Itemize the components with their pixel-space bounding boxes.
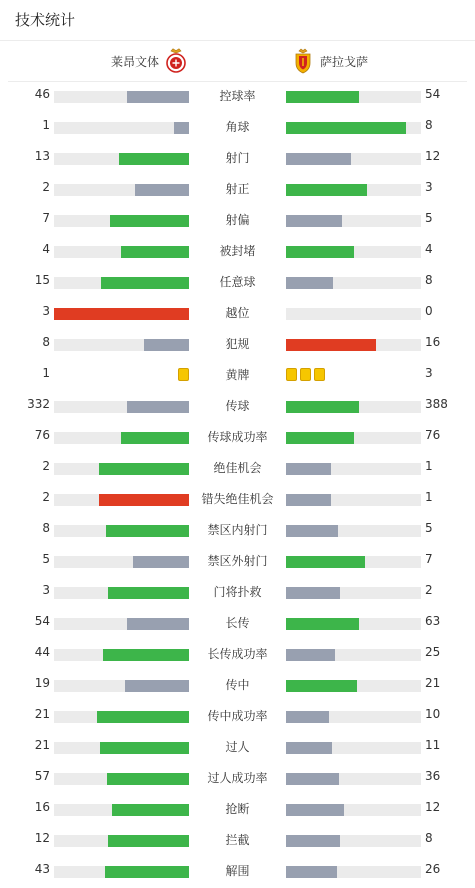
away-value: 1 bbox=[425, 490, 433, 504]
home-value: 12 bbox=[34, 831, 50, 845]
stat-label: 绝佳机会 bbox=[213, 461, 262, 475]
home-bar-fill bbox=[108, 587, 189, 599]
home-bar-fill bbox=[135, 184, 189, 196]
stat-label: 禁区外射门 bbox=[207, 554, 268, 568]
home-bar-track bbox=[54, 742, 189, 754]
stat-label: 传球成功率 bbox=[207, 430, 268, 444]
home-bar-fill bbox=[110, 215, 189, 227]
stat-label: 错失绝佳机会 bbox=[201, 492, 274, 506]
home-value: 1 bbox=[42, 366, 50, 380]
stat-label: 角球 bbox=[225, 120, 250, 134]
away-bar-fill bbox=[286, 618, 359, 630]
stat-row bbox=[0, 112, 475, 143]
away-value: 2 bbox=[425, 583, 433, 597]
home-bar-fill bbox=[174, 122, 189, 134]
away-value: 54 bbox=[425, 87, 441, 101]
away-value: 11 bbox=[425, 738, 441, 752]
stat-row bbox=[0, 639, 475, 670]
away-value: 3 bbox=[425, 180, 433, 194]
away-bar-track bbox=[286, 91, 421, 103]
away-value: 5 bbox=[425, 521, 433, 535]
stat-row bbox=[0, 763, 475, 794]
page-title: 技术统计 bbox=[0, 0, 475, 41]
stat-label: 越位 bbox=[225, 306, 250, 320]
stat-label: 传中成功率 bbox=[207, 709, 268, 723]
stat-row bbox=[0, 484, 475, 515]
home-bar-track bbox=[54, 432, 189, 444]
home-value: 13 bbox=[34, 149, 50, 163]
away-bar-fill bbox=[286, 866, 337, 878]
home-bar-track bbox=[54, 804, 189, 816]
stat-label: 禁区内射门 bbox=[207, 523, 268, 537]
away-bar-fill bbox=[286, 401, 359, 413]
home-bar-track bbox=[54, 494, 189, 506]
home-value: 46 bbox=[34, 87, 50, 101]
stat-row bbox=[0, 267, 475, 298]
home-bar-track bbox=[54, 91, 189, 103]
away-value: 8 bbox=[425, 118, 433, 132]
away-bar-fill bbox=[286, 804, 344, 816]
home-team bbox=[111, 41, 187, 81]
home-bar-fill bbox=[101, 277, 189, 289]
home-value: 7 bbox=[42, 211, 50, 225]
home-value: 54 bbox=[34, 614, 50, 628]
stat-row bbox=[0, 794, 475, 825]
home-bar-track bbox=[54, 246, 189, 258]
stat-row bbox=[0, 453, 475, 484]
stat-label: 抢断 bbox=[225, 802, 250, 816]
stat-label: 犯规 bbox=[225, 337, 250, 351]
away-bar-fill bbox=[286, 91, 359, 103]
away-value: 1 bbox=[425, 459, 433, 473]
stat-label: 过人 bbox=[225, 740, 250, 754]
away-bar-track bbox=[286, 680, 421, 692]
home-bar-track bbox=[54, 773, 189, 785]
home-bar-track bbox=[54, 184, 189, 196]
home-value: 21 bbox=[34, 738, 50, 752]
stat-label: 射门 bbox=[225, 151, 250, 165]
away-bar-track bbox=[286, 804, 421, 816]
away-bar-fill bbox=[286, 494, 331, 506]
home-value: 8 bbox=[42, 521, 50, 535]
home-bar-track bbox=[54, 556, 189, 568]
home-value: 4 bbox=[42, 242, 50, 256]
away-bar-track bbox=[286, 215, 421, 227]
stat-row bbox=[0, 670, 475, 701]
home-value: 2 bbox=[42, 180, 50, 194]
away-bar-track bbox=[286, 618, 421, 630]
away-bar-track bbox=[286, 711, 421, 723]
home-bar-track bbox=[54, 711, 189, 723]
home-bar-fill bbox=[105, 866, 189, 878]
stat-label: 任意球 bbox=[219, 275, 256, 289]
stat-row bbox=[0, 515, 475, 546]
home-bar-fill bbox=[144, 339, 189, 351]
home-value: 2 bbox=[42, 459, 50, 473]
home-bar-fill bbox=[107, 773, 189, 785]
stat-label: 射偏 bbox=[225, 213, 250, 227]
away-bar-fill bbox=[286, 463, 331, 475]
home-bar-track bbox=[54, 122, 189, 134]
stat-label: 长传成功率 bbox=[207, 647, 268, 661]
stat-row bbox=[0, 329, 475, 360]
away-value: 388 bbox=[425, 397, 448, 411]
away-value: 63 bbox=[425, 614, 441, 628]
stat-row bbox=[0, 81, 475, 112]
away-bar-fill bbox=[286, 587, 340, 599]
away-bar-fill bbox=[286, 835, 340, 847]
home-bar-fill bbox=[121, 432, 189, 444]
away-bar-fill bbox=[286, 122, 406, 134]
home-value: 3 bbox=[42, 304, 50, 318]
yellow-card-icon bbox=[314, 368, 325, 381]
home-bar-fill bbox=[99, 463, 189, 475]
home-bar-track bbox=[54, 680, 189, 692]
home-value: 21 bbox=[34, 707, 50, 721]
away-team bbox=[292, 41, 368, 81]
home-bar-fill bbox=[99, 494, 189, 506]
home-bar-fill bbox=[54, 308, 189, 320]
home-bar-track bbox=[54, 649, 189, 661]
away-bar-fill bbox=[286, 773, 339, 785]
home-bar-fill bbox=[100, 742, 189, 754]
team-header bbox=[8, 41, 467, 82]
away-value: 8 bbox=[425, 831, 433, 845]
home-value: 332 bbox=[27, 397, 50, 411]
stat-label: 过人成功率 bbox=[207, 771, 268, 785]
away-bar-track bbox=[286, 122, 421, 134]
away-value: 21 bbox=[425, 676, 441, 690]
home-value: 15 bbox=[34, 273, 50, 287]
home-bar-track bbox=[54, 308, 189, 320]
stat-row bbox=[0, 360, 475, 391]
home-bar-track bbox=[54, 277, 189, 289]
away-bar-track bbox=[286, 525, 421, 537]
home-team-logo-icon bbox=[165, 48, 187, 74]
home-bar-track bbox=[54, 587, 189, 599]
away-value: 25 bbox=[425, 645, 441, 659]
home-bar-fill bbox=[108, 835, 189, 847]
home-bar-fill bbox=[112, 804, 189, 816]
stat-label: 长传 bbox=[225, 616, 250, 630]
home-bar-fill bbox=[127, 91, 189, 103]
away-value: 5 bbox=[425, 211, 433, 225]
away-bar-track bbox=[286, 773, 421, 785]
home-bar-fill bbox=[127, 618, 189, 630]
home-bar-fill bbox=[121, 246, 189, 258]
away-bar-track bbox=[286, 742, 421, 754]
home-value: 57 bbox=[34, 769, 50, 783]
home-team-name: 莱昂文体 bbox=[110, 54, 159, 69]
away-bar-track bbox=[286, 153, 421, 165]
home-value: 2 bbox=[42, 490, 50, 504]
away-bar-track bbox=[286, 432, 421, 444]
home-bar-fill bbox=[103, 649, 189, 661]
stat-label: 门将扑救 bbox=[213, 585, 262, 599]
home-bar-fill bbox=[106, 525, 189, 537]
home-value: 8 bbox=[42, 335, 50, 349]
away-bar-fill bbox=[286, 432, 354, 444]
stat-row bbox=[0, 174, 475, 205]
away-bar-fill bbox=[286, 649, 335, 661]
yellow-card-icon bbox=[300, 368, 311, 381]
stat-row bbox=[0, 546, 475, 577]
away-bar-track bbox=[286, 835, 421, 847]
home-value: 19 bbox=[34, 676, 50, 690]
home-bar-track bbox=[54, 618, 189, 630]
away-bar-fill bbox=[286, 711, 329, 723]
stats-list bbox=[0, 81, 475, 887]
away-bar-fill bbox=[286, 215, 342, 227]
away-value: 3 bbox=[425, 366, 433, 380]
stat-row bbox=[0, 577, 475, 608]
away-bar-fill bbox=[286, 184, 367, 196]
home-bar-fill bbox=[127, 401, 189, 413]
stat-row bbox=[0, 732, 475, 763]
stat-row bbox=[0, 422, 475, 453]
away-bar-fill bbox=[286, 339, 376, 351]
away-bar-fill bbox=[286, 153, 351, 165]
away-value: 4 bbox=[425, 242, 433, 256]
away-value: 10 bbox=[425, 707, 441, 721]
home-value: 76 bbox=[34, 428, 50, 442]
yellow-card-icon bbox=[286, 368, 297, 381]
home-bar-fill bbox=[125, 680, 189, 692]
away-bar-track bbox=[286, 401, 421, 413]
stat-row bbox=[0, 391, 475, 422]
home-bar-track bbox=[54, 835, 189, 847]
away-bar-fill bbox=[286, 742, 332, 754]
away-bar-track bbox=[286, 277, 421, 289]
home-bar-track bbox=[54, 153, 189, 165]
home-bar-fill bbox=[119, 153, 189, 165]
away-yellow-cards bbox=[286, 368, 325, 381]
away-value: 0 bbox=[425, 304, 433, 318]
home-value: 43 bbox=[34, 862, 50, 876]
stat-row bbox=[0, 701, 475, 732]
home-yellow-cards bbox=[178, 368, 189, 381]
stat-label: 黄牌 bbox=[225, 368, 250, 382]
away-bar-track bbox=[286, 308, 421, 320]
away-value: 76 bbox=[425, 428, 441, 442]
stat-row bbox=[0, 608, 475, 639]
away-bar-track bbox=[286, 866, 421, 878]
home-bar-track bbox=[54, 525, 189, 537]
yellow-card-icon bbox=[178, 368, 189, 381]
home-value: 5 bbox=[42, 552, 50, 566]
stat-row bbox=[0, 825, 475, 856]
away-bar-track bbox=[286, 556, 421, 568]
stat-label: 传球 bbox=[225, 399, 250, 413]
away-bar-fill bbox=[286, 556, 365, 568]
home-bar-track bbox=[54, 866, 189, 878]
stat-row bbox=[0, 205, 475, 236]
stat-row bbox=[0, 298, 475, 329]
home-bar-fill bbox=[133, 556, 189, 568]
away-bar-fill bbox=[286, 680, 357, 692]
stat-row bbox=[0, 143, 475, 174]
away-bar-fill bbox=[286, 525, 338, 537]
away-value: 12 bbox=[425, 149, 441, 163]
home-bar-track bbox=[54, 463, 189, 475]
away-bar-fill bbox=[286, 246, 354, 258]
away-value: 12 bbox=[425, 800, 441, 814]
away-bar-track bbox=[286, 246, 421, 258]
away-team-name: 萨拉戈萨 bbox=[320, 54, 369, 69]
away-value: 8 bbox=[425, 273, 433, 287]
stat-label: 传中 bbox=[225, 678, 250, 692]
stat-label: 解围 bbox=[225, 864, 250, 878]
away-bar-track bbox=[286, 339, 421, 351]
home-value: 3 bbox=[42, 583, 50, 597]
away-bar-fill bbox=[286, 277, 333, 289]
home-value: 16 bbox=[34, 800, 50, 814]
home-bar-track bbox=[54, 215, 189, 227]
away-value: 16 bbox=[425, 335, 441, 349]
away-bar-track bbox=[286, 184, 421, 196]
away-bar-track bbox=[286, 463, 421, 475]
away-value: 36 bbox=[425, 769, 441, 783]
away-team-logo-icon bbox=[292, 48, 314, 74]
stat-row bbox=[0, 236, 475, 267]
home-value: 44 bbox=[34, 645, 50, 659]
away-bar-track bbox=[286, 587, 421, 599]
away-bar-track bbox=[286, 649, 421, 661]
stat-label: 被封堵 bbox=[219, 244, 256, 258]
stat-label: 控球率 bbox=[219, 89, 256, 103]
away-value: 26 bbox=[425, 862, 441, 876]
home-bar-track bbox=[54, 401, 189, 413]
home-bar-fill bbox=[97, 711, 189, 723]
home-bar-track bbox=[54, 339, 189, 351]
stat-row bbox=[0, 856, 475, 887]
stat-label: 拦截 bbox=[225, 833, 250, 847]
away-bar-track bbox=[286, 494, 421, 506]
away-value: 7 bbox=[425, 552, 433, 566]
home-value: 1 bbox=[42, 118, 50, 132]
stat-label: 射正 bbox=[225, 182, 250, 196]
